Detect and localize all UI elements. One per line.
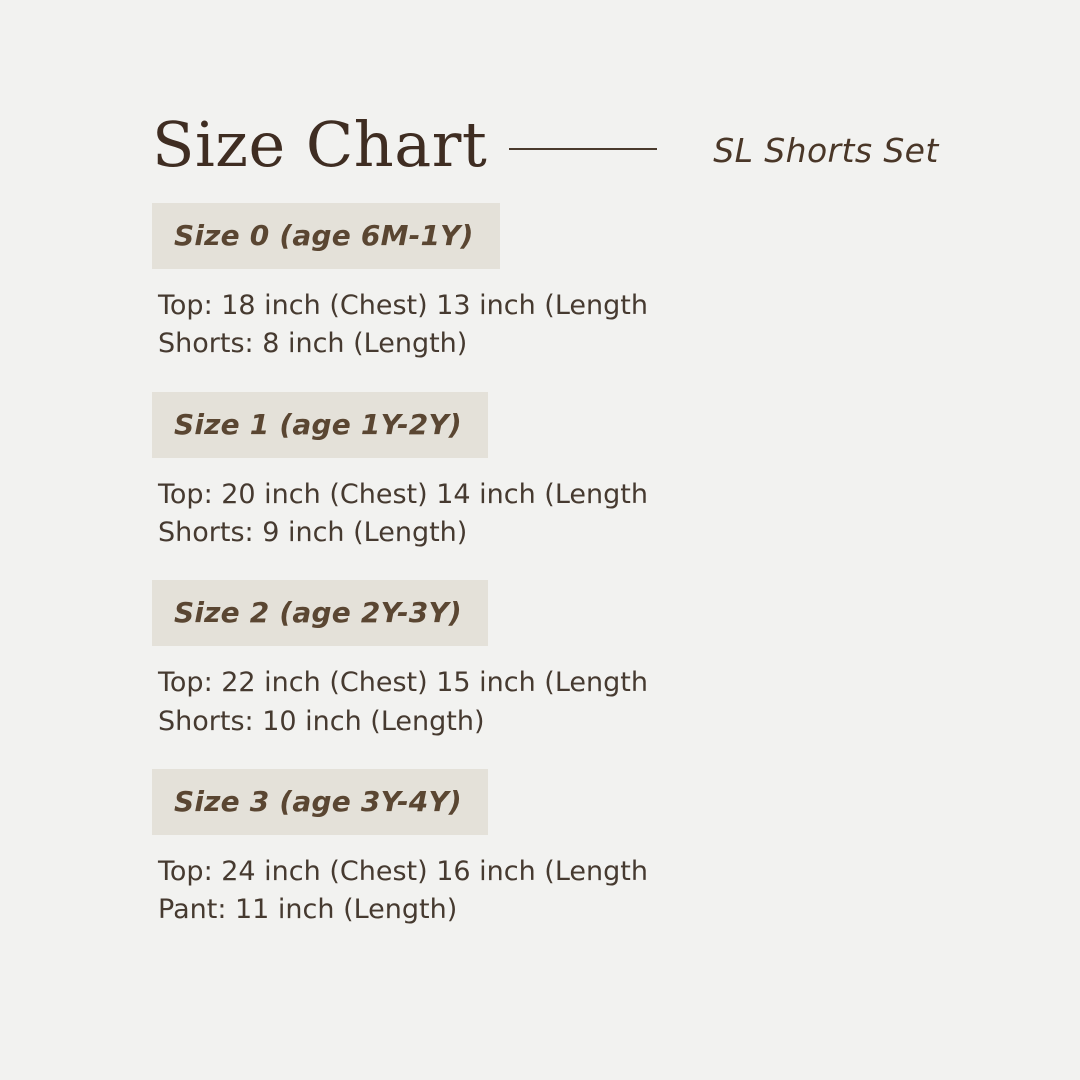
measurements: [152, 476, 972, 553]
size-block: [152, 203, 972, 364]
size-label: Size 0 (age 6M-1Y): [174, 219, 474, 252]
measurements: [152, 287, 972, 364]
measurement-line: Top: 18 inch (Chest) 13 inch (Length: [158, 290, 648, 321]
size-list: [152, 203, 972, 958]
size-band: [152, 769, 488, 835]
header: [152, 100, 962, 190]
size-band: [152, 392, 488, 458]
divider-line: [509, 148, 657, 150]
measurement-line: Top: 22 inch (Chest) 15 inch (Length: [158, 667, 648, 699]
measurement-line: Pant: 11 inch (Length): [158, 894, 458, 926]
measurement-line: Shorts: 8 inch (Length): [158, 328, 468, 360]
size-label: Size 3 (age 3Y-4Y): [174, 784, 462, 818]
size-band: [152, 580, 488, 646]
size-label: Size 1 (age 1Y-2Y): [174, 407, 462, 441]
product-name: SL Shorts Set: [713, 130, 939, 170]
size-band: [152, 203, 500, 269]
size-block: [152, 769, 972, 930]
measurement-line: Shorts: 10 inch (Length): [158, 705, 485, 737]
measurement-line: Top: 20 inch (Chest) 14 inch (Length: [158, 478, 648, 510]
measurements: [152, 853, 972, 930]
measurement-line: Top: 24 inch (Chest) 16 inch (Length: [158, 855, 648, 887]
size-block: [152, 392, 972, 553]
size-label: Size 2 (age 2Y-3Y): [174, 596, 462, 630]
page-title: Size Chart: [152, 108, 488, 181]
measurements: [152, 664, 972, 741]
measurement-line: Shorts: 9 inch (Length): [158, 516, 468, 548]
size-block: [152, 580, 972, 741]
